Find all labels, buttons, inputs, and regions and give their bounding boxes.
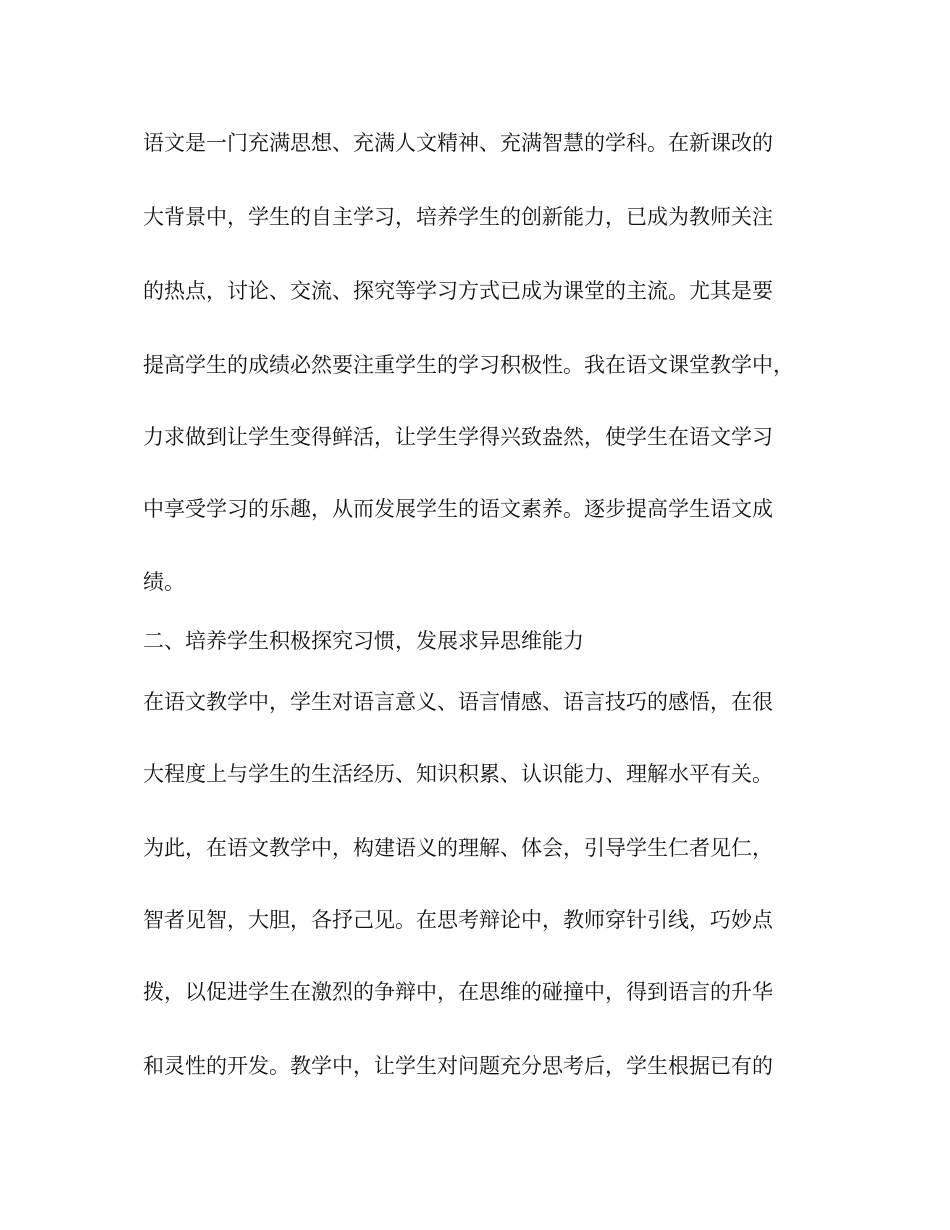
- paragraph-2-line-5: 拨，以促进学生在激烈的争辩中，在思维的碰撞中，得到语言的升华: [143, 980, 773, 1004]
- paragraph-1-line-7: 绩。: [143, 570, 185, 594]
- paragraph-1-line-2: 大背景中，学生的自主学习，培养学生的创新能力，已成为教师关注: [143, 205, 773, 229]
- section-heading: 二、培养学生积极探究习惯，发展求异思维能力: [143, 629, 584, 653]
- paragraph-2-line-1: 在语文教学中，学生对语言意义、语言情感、语言技巧的感悟，在很: [143, 690, 773, 714]
- paragraph-1-line-3: 的热点，讨论、交流、探究等学习方式已成为课堂的主流。尤其是要: [143, 279, 773, 303]
- paragraph-2-line-6: 和灵性的开发。教学中，让学生对问题充分思考后，学生根据已有的: [143, 1054, 773, 1078]
- paragraph-1-line-1: 语文是一门充满思想、充满人文精神、充满智慧的学科。在新课改的: [143, 131, 773, 155]
- paragraph-2-line-4: 智者见智，大胆，各抒己见。在思考辩论中，教师穿针引线，巧妙点: [143, 908, 773, 932]
- paragraph-1-line-5: 力求做到让学生变得鲜活，让学生学得兴致盎然，使学生在语文学习: [143, 425, 773, 449]
- paragraph-1-line-4: 提高学生的成绩必然要注重学生的学习积极性。我在语文课堂教学中，: [143, 353, 794, 377]
- paragraph-2-line-3: 为此，在语文教学中，构建语义的理解、体会，引导学生仁者见仁，: [143, 836, 773, 860]
- paragraph-1-line-6: 中享受学习的乐趣，从而发展学生的语文素养。逐步提高学生语文成: [143, 497, 773, 521]
- paragraph-2-line-2: 大程度上与学生的生活经历、知识积累、认识能力、理解水平有关。: [143, 762, 773, 786]
